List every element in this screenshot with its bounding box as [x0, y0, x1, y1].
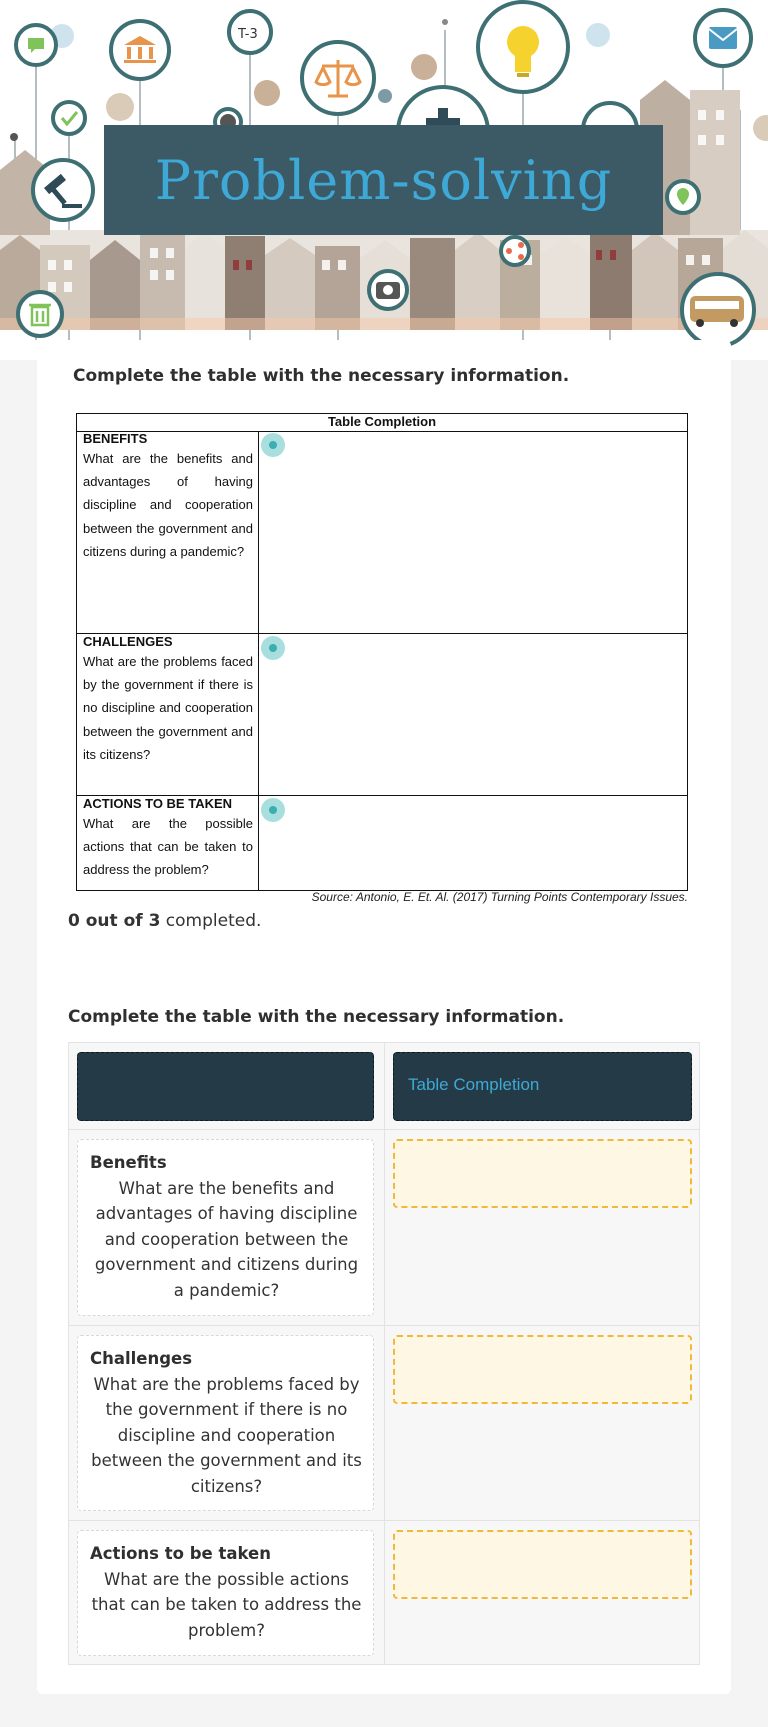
row-question: What are the benefits and advantages of having discipline and cooperation between the government and citizens during a pandemic?: [83, 451, 253, 559]
answer-hotspot-benefits[interactable]: [261, 433, 285, 457]
question-card-benefits[interactable]: [77, 1139, 374, 1316]
page-title: Problem-solving: [154, 148, 613, 212]
question-card-actions[interactable]: [77, 1530, 374, 1656]
card-title: Benefits: [90, 1153, 167, 1172]
card-question: What are the possible actions that can be taken to address the problem?: [91, 1569, 362, 1640]
table-caption: Table Completion: [77, 414, 687, 432]
row-question: What are the problems faced by the government if there is no discipline and cooperation between the government and its citizens?: [83, 654, 253, 762]
row-question: What are the possible actions that can be taken to address the problem?: [83, 816, 253, 878]
card-question: What are the benefits and advantages of having discipline and cooperation between the government and citizens during a pandemic?: [94, 1178, 359, 1300]
column-divider: [384, 1043, 385, 1664]
title-box: [104, 125, 663, 235]
time-icon: T-3: [238, 27, 258, 42]
drop-zone-challenges[interactable]: [393, 1335, 692, 1404]
answer-hotspot-challenges[interactable]: [261, 636, 285, 660]
row-title: ACTIONS TO BE TAKEN: [83, 796, 233, 811]
row-divider: [69, 1129, 699, 1130]
card-title: Challenges: [90, 1349, 193, 1368]
card-title: Actions to be taken: [90, 1544, 271, 1563]
header-banner: [0, 0, 768, 360]
header-label-right: Table Completion: [408, 1075, 540, 1094]
completed-suffix: completed.: [160, 911, 262, 931]
header-cell-empty: [77, 1052, 374, 1121]
camera-icon: [376, 282, 400, 299]
section1-heading: Complete the table with the necessary information.: [73, 366, 570, 386]
card-question: What are the problems faced by the government if there is no discipline and cooperation between the government and its citizens?: [91, 1374, 362, 1496]
column-divider: [258, 431, 259, 890]
answer-hotspot-actions[interactable]: [261, 798, 285, 822]
completed-count: 0 out of 3: [68, 911, 161, 931]
source-citation: Source: Antonio, E. Et. Al. (2017) Turning Points Contemporary Issues.: [311, 890, 688, 904]
drop-zone-actions[interactable]: [393, 1530, 692, 1599]
section2-heading: Complete the table with the necessary information.: [68, 1007, 565, 1027]
question-card-challenges[interactable]: [77, 1335, 374, 1511]
drop-zone-benefits[interactable]: [393, 1139, 692, 1208]
row-title: BENEFITS: [83, 431, 148, 446]
worksheet-row-benefits: [83, 431, 253, 563]
row-divider: [69, 1520, 699, 1521]
mail-icon: [709, 27, 737, 49]
completion-status: [68, 911, 261, 931]
worksheet-row-actions: [83, 796, 253, 882]
drag-drop-table: [68, 1042, 700, 1665]
worksheet-row-challenges: [83, 634, 253, 766]
row-divider: [69, 1325, 699, 1326]
worksheet-table: [76, 413, 688, 891]
header-cell-table-completion: [393, 1052, 692, 1121]
row-title: CHALLENGES: [83, 634, 173, 649]
